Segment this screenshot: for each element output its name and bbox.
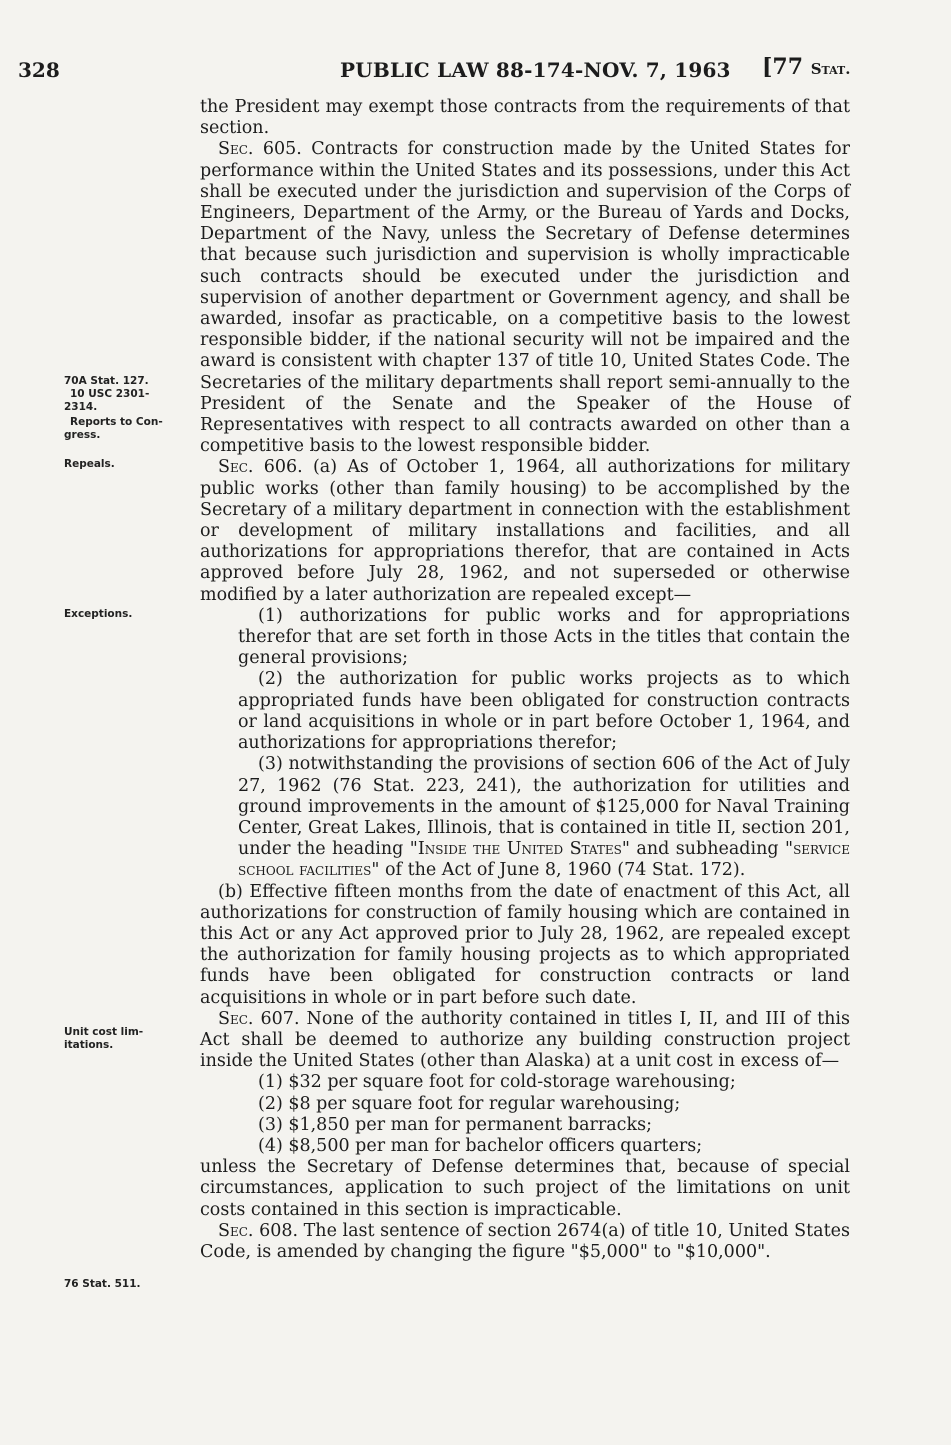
section-605-text: 605. Contracts for construction made by the United States for performance within the United States and its possessions, under this Act shall be executed under the jurisdiction and supervision of the Corps of Engineers, Department of the Army, or the Bureau of Yards and Docks, Department of the Navy, unless the Secretary of Defense determines that because such jurisdiction and supervision is wholly impracticable such contracts should be executed under the jurisdiction and supervision of another department or Government agency, and shall be awarded, insofar as practicable, on a competitive basis to the lowest responsible bidder, if the national security will not be impaired and the award is consistent with chapter 137 of title 10, United States Code. The Secretaries of the military departments shall report semi-annually to the President of the Senate and the Speaker of the House of Representatives with respect to all contracts awarded on other than a competitive basis to the lowest responsible bidder. [200,139,850,457]
margin-note-line: 10 USC 2301- [70,388,150,400]
margin-notes [0,0,180,1445]
margin-note-line: gress. [64,429,101,441]
item-3-text-b: " and subheading " [621,839,794,860]
section-606-b: (b) Effective fifteen months from the date of enactment of this Act, all authorizations for construction of family housing which are contained in this Act or any Act approved prior to July 28, 1962, are repealed except the authorization for family housing projects as to which appropriated funds have been obligated for construction contracts or land acquisitions in whole or in part before such date. [200,881,850,1008]
margin-note-line: 2314. [64,401,98,413]
body-text [200,97,850,1263]
margin-note-line: 70A Stat. 127. [64,375,149,387]
margin-note-76-stat [64,1278,184,1291]
margin-note-reports [64,416,184,442]
margin-note-line: itations. [64,1039,114,1051]
volume-number: [77 [762,54,811,80]
limit-item-3: (3) $1,850 per man for permanent barracks; [258,1114,652,1135]
item-3-text-c: " of the Act of June 8, 1960 (74 Stat. 172). [371,860,746,881]
margin-note-unit-cost [64,1026,184,1052]
section-606-a [200,457,850,605]
limit-item-1: (1) $32 per square foot for cold-storage warehousing; [258,1072,736,1093]
section-608 [200,1221,850,1263]
margin-note-repeals [64,458,184,471]
margin-note-line: Reports to Con- [70,416,163,428]
exception-item-3 [238,754,850,881]
section-607-tail: unless the Secretary of Defense determines that, because of special circumstances, application to such project of the limitations on unit costs contained in this section is impracticable. [200,1157,850,1220]
margin-note-line: Repeals. [64,458,115,470]
margin-note-exceptions [64,608,184,621]
section-label: Sec. [218,1220,254,1241]
section-607 [200,1009,850,1073]
section-608-text: 608. The last sentence of section 2674(a) of title 10, United States Code, is amended by changing the figure "$5,000" to "$10,000". [200,1220,850,1262]
page-number: 328 [18,58,60,82]
margin-note-line: Unit cost lim- [64,1026,144,1038]
section-label: Sec. [218,1008,254,1029]
item-3-text-a: (3) notwithstanding the provisions of section 606 of the Act of July 27, 1962 (76 Stat. 223, 241), the authorization for utilities and ground improvements in the amount of $125,000 for Naval Training Center, Great Lakes, Illinois, that is contained in title II, section 201, under the heading " [238,754,850,860]
section-label: Sec. [218,457,254,478]
limit-item-4: (4) $8,500 per man for bachelor officers quarters; [258,1135,703,1156]
paragraph-continuation: the President may exempt those contracts from the requirements of that section. [200,97,850,139]
item-3-subheading: service school facilities [238,839,850,881]
limit-item-2: (2) $8 per square foot for regular warehousing; [258,1093,681,1114]
margin-note-statute [64,375,184,414]
running-head: PUBLIC LAW 88-174-NOV. 7, 1963 [340,58,731,82]
volume-stat: Stat. [810,60,851,78]
margin-note-line: 76 Stat. 511. [64,1278,141,1290]
exception-item-1: (1) authorizations for public works and for appropriations therefor that are set forth in those Acts in the titles that contain the general provisions; [238,605,850,669]
item-3-heading: Inside the United States [417,839,622,860]
volume-reference [762,54,850,80]
margin-note-line: Exceptions. [64,608,133,620]
section-607-text: 607. None of the authority contained in titles I, II, and III of this Act shall be deemed to authorize any building construction project inside the United States (other than Alaska) at a unit cost in excess of— [200,1008,850,1072]
section-605 [200,139,850,457]
exception-item-2: (2) the authorization for public works projects as to which appropriated funds have been obligated for construction contracts or land acquisitions in whole or in part before October 1, 1964, and authorizations for appropriations therefor; [238,669,850,754]
section-label: Sec. [218,139,254,160]
section-606-a-text: 606. (a) As of October 1, 1964, all authorizations for military public works (other than family housing) to be accomplished by the Secretary of a military department in connection with the establishment or development of military installations and facilities, and all authorizations for appropriations therefor, that are contained in Acts approved before July 28, 1962, and not superseded or otherwise modified by a later authorization are repealed except— [200,457,850,605]
